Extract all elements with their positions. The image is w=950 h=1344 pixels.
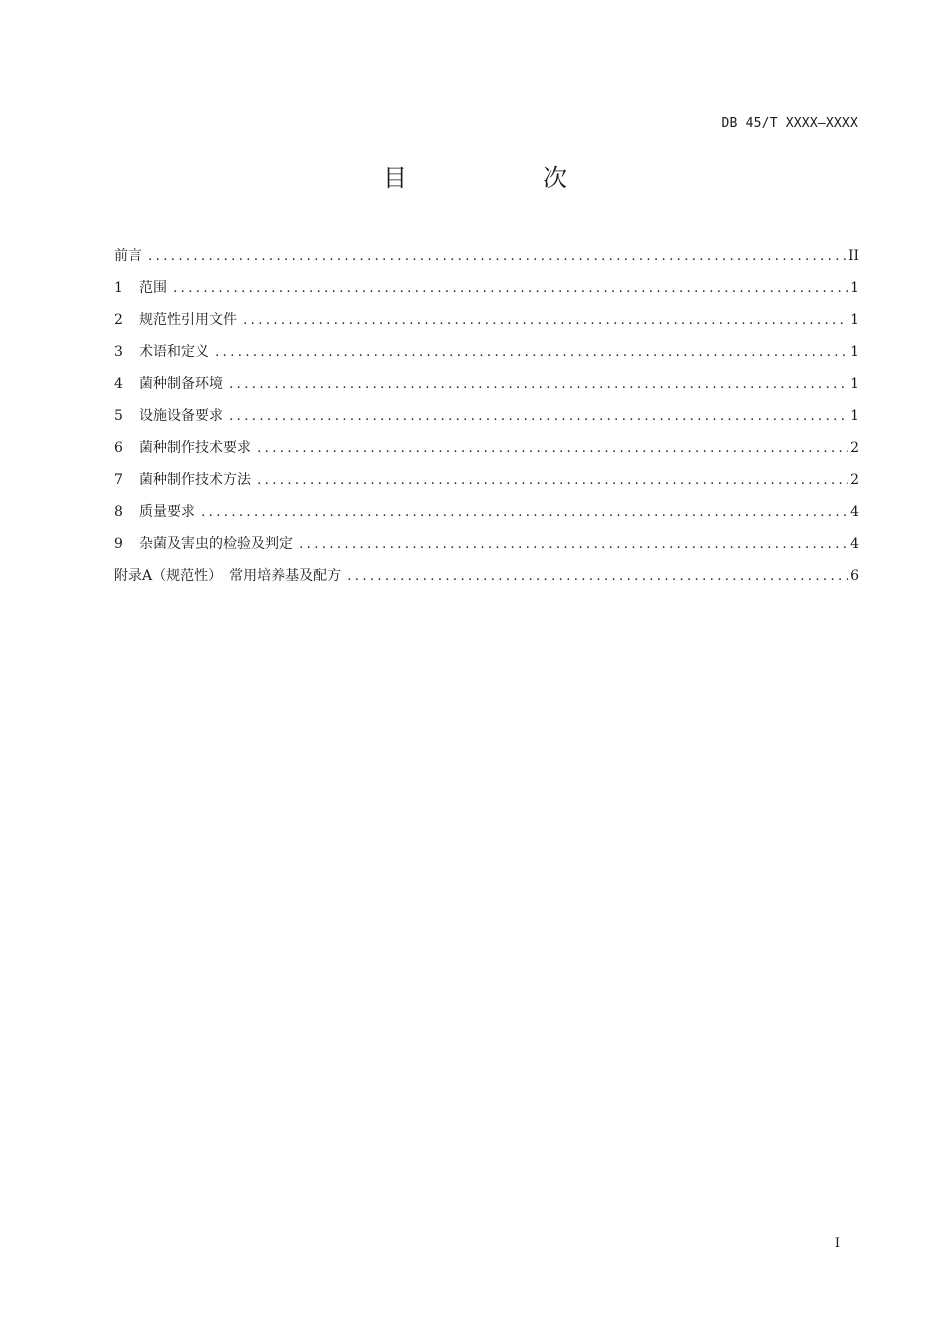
document-code: DB 45/T XXXX—XXXX	[721, 116, 858, 131]
toc-dot-leader	[347, 568, 848, 584]
toc-entry-label: 范围	[139, 280, 167, 296]
toc-dot-leader	[243, 312, 848, 328]
toc-title: 目 次	[383, 164, 623, 192]
toc-dot-leader	[229, 376, 848, 392]
toc-entry-page: 1	[850, 344, 859, 360]
toc-entry-label: 杂菌及害虫的检验及判定	[139, 536, 293, 552]
toc-entry-7[interactable]	[114, 469, 859, 501]
toc-dot-leader	[229, 408, 848, 424]
toc-dot-leader	[257, 472, 848, 488]
toc-entry-number: 3	[114, 344, 123, 360]
toc-entry-2[interactable]	[114, 309, 859, 341]
toc-entry-page: 4	[850, 504, 859, 520]
toc-entry-4[interactable]	[114, 373, 859, 405]
toc-entry-label: 前言	[114, 248, 142, 264]
toc-entry-page: 1	[850, 408, 859, 424]
toc-entry-1[interactable]	[114, 277, 859, 309]
toc-entry-page: 4	[850, 536, 859, 552]
toc-entry-page: 6	[850, 568, 859, 584]
toc-entry-3[interactable]	[114, 341, 859, 373]
toc-entry-label: 术语和定义	[139, 344, 209, 360]
toc-entry-5[interactable]	[114, 405, 859, 437]
toc-entry-number: 6	[114, 440, 123, 456]
toc-entry-page: 2	[850, 472, 859, 488]
toc-entry-page: II	[847, 248, 859, 264]
toc-entry-label: 菌种制备环境	[139, 376, 223, 392]
toc-entry-page: 2	[850, 440, 859, 456]
toc-entry-9[interactable]	[114, 533, 859, 565]
toc-dot-leader	[148, 248, 846, 264]
toc-entry-number: 5	[114, 408, 123, 424]
toc-entry-6[interactable]	[114, 437, 859, 469]
toc-entry-label: 规范性引用文件	[139, 312, 237, 328]
page-number: I	[834, 1236, 840, 1251]
toc-entry-label: 菌种制作技术方法	[139, 472, 251, 488]
toc-entry-label: 质量要求	[139, 504, 195, 520]
toc-entry-page: 1	[850, 280, 859, 296]
toc-dot-leader	[257, 440, 848, 456]
toc-dot-leader	[201, 504, 848, 520]
toc-entry-label: 附录A（规范性） 常用培养基及配方	[114, 568, 342, 584]
toc-dot-leader	[215, 344, 848, 360]
toc-entry-appendix-a[interactable]	[114, 565, 859, 597]
toc-entry-number: 2	[114, 312, 123, 328]
toc-entry-page: 1	[850, 376, 859, 392]
toc-entry-page: 1	[850, 312, 859, 328]
toc-entry-label: 设施设备要求	[139, 408, 223, 424]
toc-dot-leader	[173, 280, 848, 296]
toc-entry-8[interactable]	[114, 501, 859, 533]
toc-entry-number: 8	[114, 504, 123, 520]
toc-entry-number: 1	[114, 280, 123, 296]
toc-entry-number: 7	[114, 472, 123, 488]
toc-entry-number: 9	[114, 536, 123, 552]
toc-entry-foreword[interactable]	[114, 245, 859, 277]
toc-list	[114, 245, 859, 597]
toc-dot-leader	[299, 536, 848, 552]
toc-entry-number: 4	[114, 376, 123, 392]
toc-entry-label: 菌种制作技术要求	[139, 440, 251, 456]
